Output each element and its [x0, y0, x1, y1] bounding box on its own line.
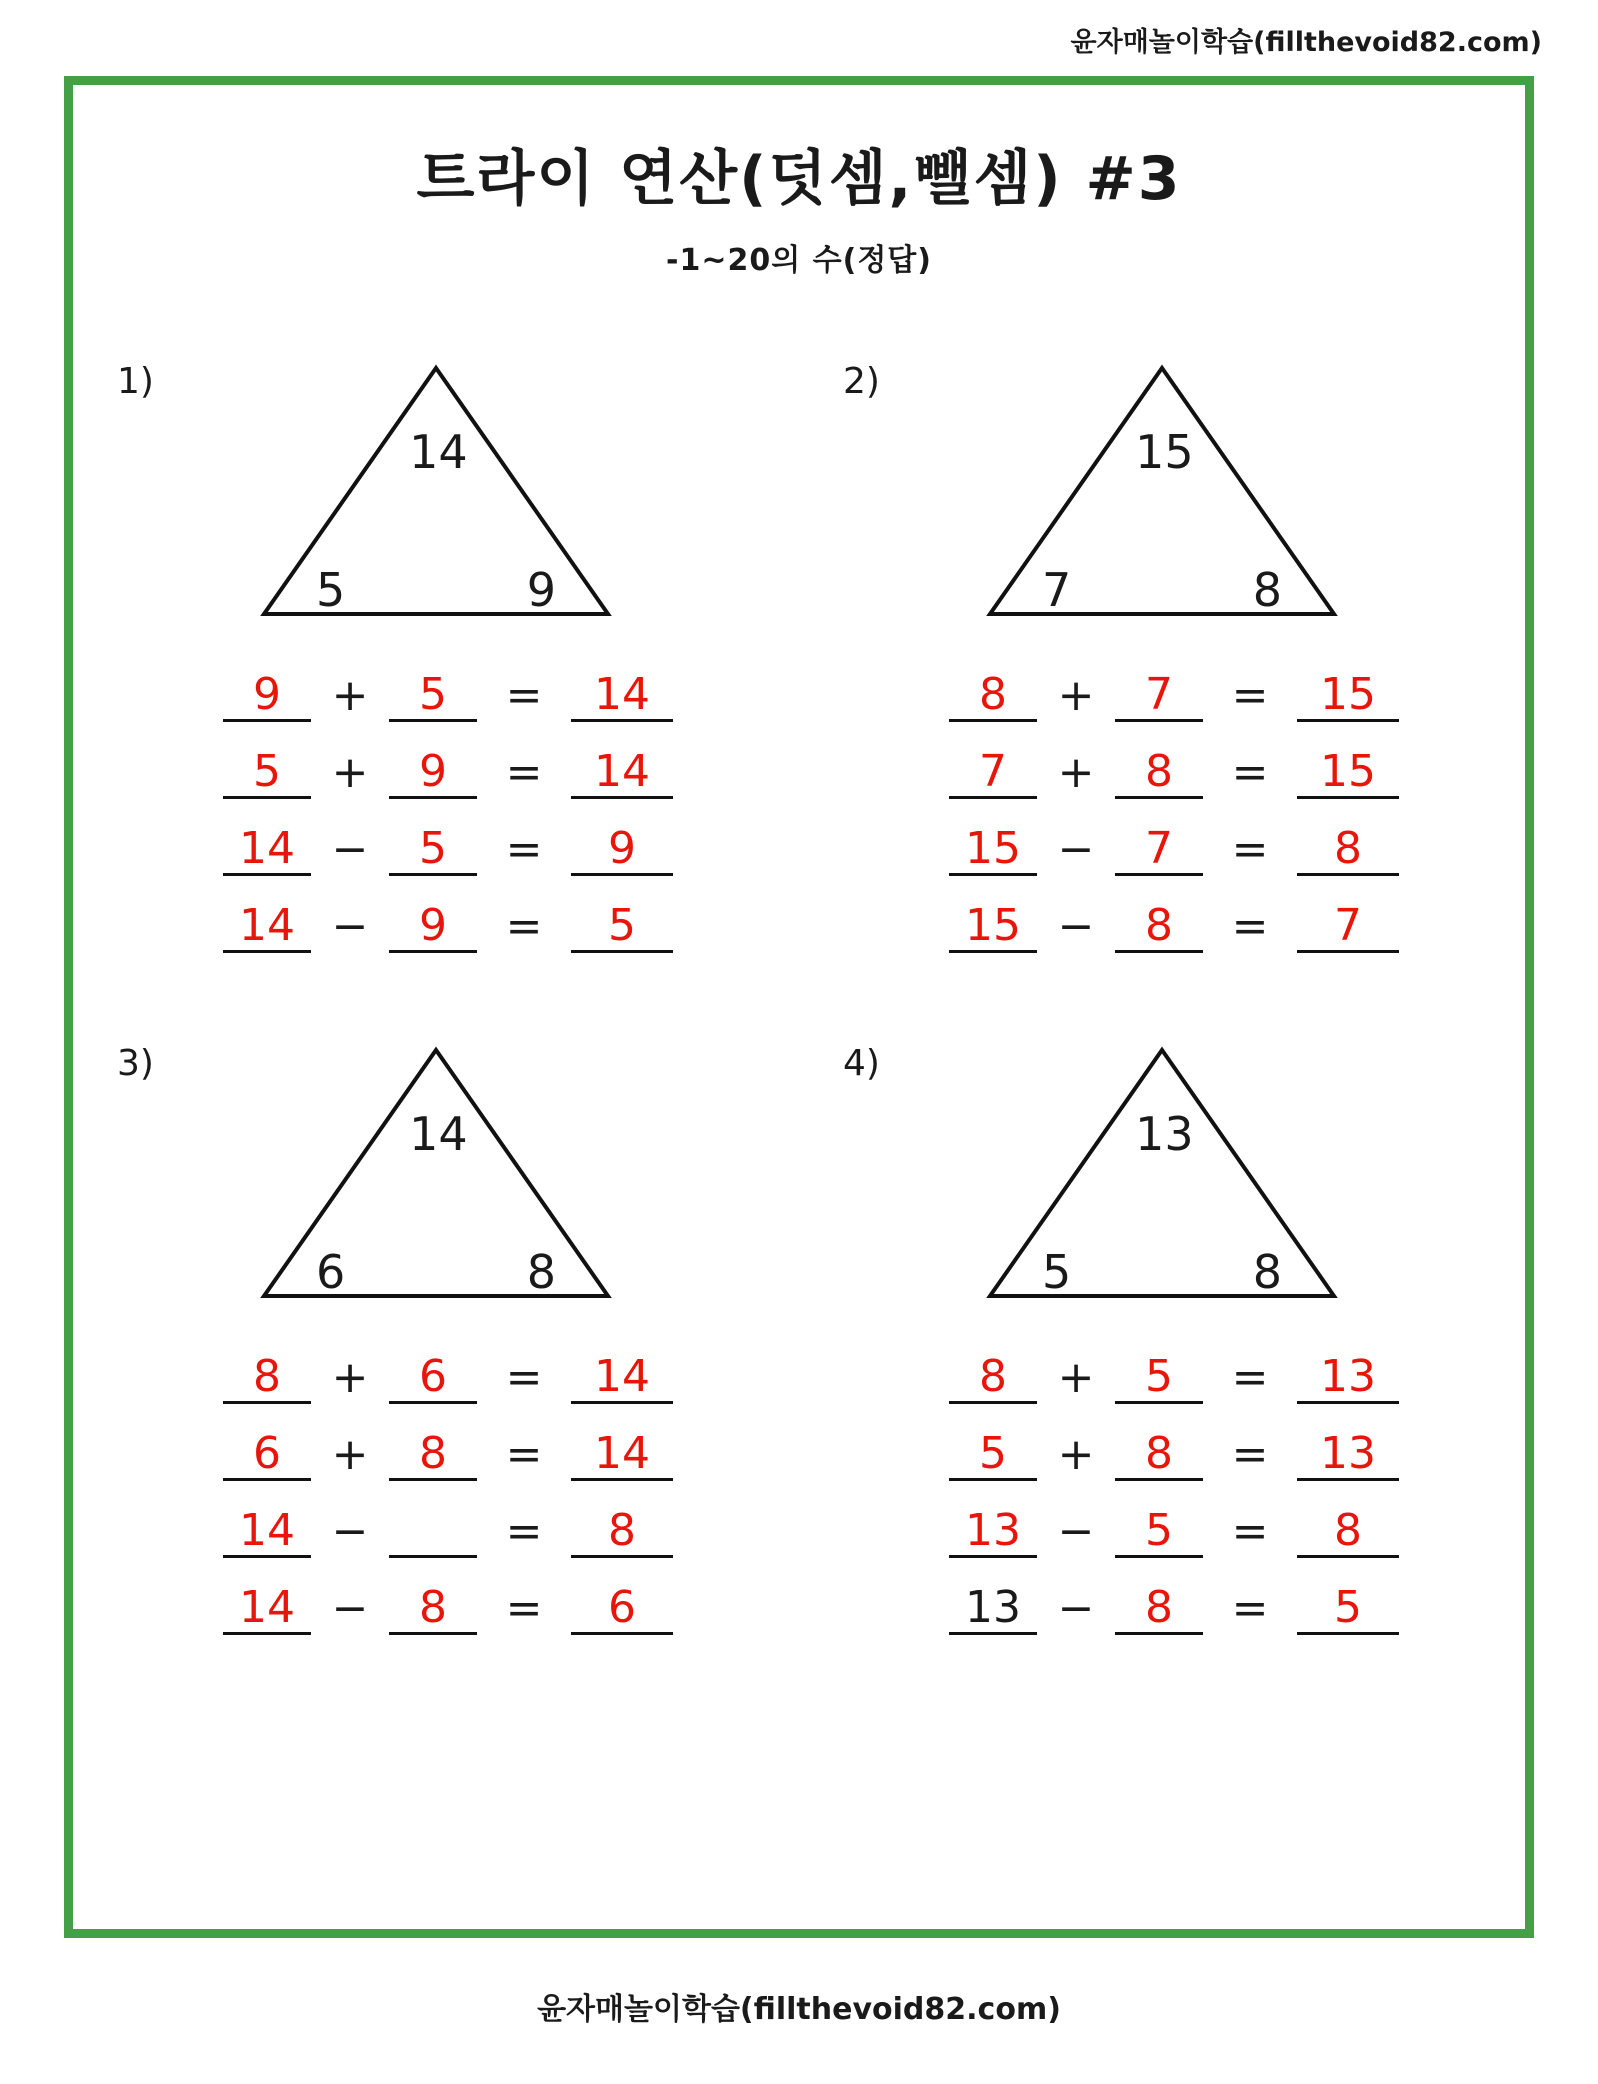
equals-sign: =	[1231, 900, 1269, 952]
triangle-left-number: 6	[316, 1245, 346, 1299]
result-blank: 8	[1297, 819, 1399, 876]
operator-sign: +	[331, 746, 369, 798]
equation-row	[223, 892, 799, 953]
first-operand-blank: 9	[223, 665, 311, 722]
equals-sign: =	[505, 823, 543, 875]
triangle-outline-icon	[986, 363, 1338, 619]
equals-sign: =	[505, 1351, 543, 1403]
equation-row	[223, 1343, 799, 1404]
triangle-left-number: 7	[1042, 563, 1072, 617]
triangle-outline-icon	[986, 1045, 1338, 1301]
equation-list	[949, 661, 1525, 953]
worksheet-frame	[64, 76, 1534, 1938]
triangle-top-number: 14	[409, 425, 468, 479]
equation-row	[949, 1574, 1525, 1635]
triangle-top-number: 13	[1135, 1107, 1194, 1161]
second-operand-blank: 9	[389, 742, 477, 799]
second-operand-blank: 8	[1115, 896, 1203, 953]
result-blank: 5	[1297, 1578, 1399, 1635]
equals-sign: =	[505, 900, 543, 952]
second-operand-blank: 8	[389, 1578, 477, 1635]
problem-block	[73, 345, 799, 969]
first-operand-blank: 8	[949, 1347, 1037, 1404]
triangle-right-number: 8	[1252, 563, 1282, 617]
equation-row	[223, 1574, 799, 1635]
first-operand-blank: 15	[949, 896, 1037, 953]
operator-sign: −	[331, 823, 369, 875]
problem-number-label: 3)	[117, 1043, 154, 1084]
result-blank: 14	[571, 1347, 673, 1404]
second-operand-blank: 8	[1115, 742, 1203, 799]
result-blank: 7	[1297, 896, 1399, 953]
equals-sign: =	[1231, 746, 1269, 798]
result-blank: 14	[571, 1424, 673, 1481]
result-blank: 14	[571, 742, 673, 799]
result-blank: 8	[1297, 1501, 1399, 1558]
problem-block	[799, 345, 1525, 969]
equation-list	[949, 1343, 1525, 1635]
second-operand-blank: 7	[1115, 665, 1203, 722]
triangle-left-number: 5	[316, 563, 346, 617]
equation-row	[223, 815, 799, 876]
equals-sign: =	[505, 1582, 543, 1634]
first-operand-blank: 6	[223, 1424, 311, 1481]
first-operand-blank: 8	[949, 665, 1037, 722]
second-operand-blank: 9	[389, 896, 477, 953]
equation-row	[949, 1497, 1525, 1558]
equals-sign: =	[505, 669, 543, 721]
triangle-outline-icon	[260, 1045, 612, 1301]
equals-sign: =	[1231, 823, 1269, 875]
first-operand-blank: 13	[949, 1578, 1037, 1635]
operator-sign: −	[1057, 900, 1095, 952]
problem-block	[73, 1027, 799, 1651]
equation-row	[949, 1343, 1525, 1404]
problem-block	[799, 1027, 1525, 1651]
equation-row	[949, 815, 1525, 876]
first-operand-blank: 8	[223, 1347, 311, 1404]
operator-sign: +	[1057, 1351, 1095, 1403]
result-blank: 6	[571, 1578, 673, 1635]
operator-sign: −	[1057, 1582, 1095, 1634]
equals-sign: =	[1231, 669, 1269, 721]
first-operand-blank: 14	[223, 819, 311, 876]
triangle-top-number: 15	[1135, 425, 1194, 479]
worksheet-title: 트라이 연산(덧셈,뺄셈) #3	[416, 144, 1182, 214]
equation-row	[949, 738, 1525, 799]
equals-sign: =	[505, 1428, 543, 1480]
equation-row	[949, 661, 1525, 722]
first-operand-blank: 14	[223, 1578, 311, 1635]
second-operand-blank: 8	[389, 1424, 477, 1481]
operator-sign: −	[1057, 1505, 1095, 1557]
result-blank: 13	[1297, 1424, 1399, 1481]
second-operand-blank: 6	[389, 1347, 477, 1404]
second-operand-blank: 5	[1115, 1501, 1203, 1558]
operator-sign: +	[331, 1351, 369, 1403]
triangle-left-number: 5	[1042, 1245, 1072, 1299]
problem-number-label: 4)	[843, 1043, 880, 1084]
second-operand-blank: 8	[1115, 1578, 1203, 1635]
second-operand-blank: 5	[1115, 1347, 1203, 1404]
operator-sign: +	[331, 1428, 369, 1480]
second-operand-blank: 5	[389, 665, 477, 722]
triangle-outline-icon	[260, 363, 612, 619]
operator-sign: +	[331, 669, 369, 721]
second-operand-blank: 8	[1115, 1424, 1203, 1481]
result-blank: 14	[571, 665, 673, 722]
first-operand-blank: 14	[223, 896, 311, 953]
result-blank: 15	[1297, 742, 1399, 799]
equation-row	[223, 661, 799, 722]
fact-family-triangle	[986, 363, 1338, 619]
triangle-right-number: 8	[1252, 1245, 1282, 1299]
equals-sign: =	[505, 1505, 543, 1557]
triangle-right-number: 9	[526, 563, 556, 617]
result-blank: 5	[571, 896, 673, 953]
result-blank: 15	[1297, 665, 1399, 722]
equation-row	[223, 1497, 799, 1558]
fact-family-triangle	[260, 363, 612, 619]
result-blank: 8	[571, 1501, 673, 1558]
second-operand-blank: 7	[1115, 819, 1203, 876]
triangle-top-number: 14	[409, 1107, 468, 1161]
operator-sign: −	[331, 900, 369, 952]
operator-sign: −	[1057, 823, 1095, 875]
first-operand-blank: 13	[949, 1501, 1037, 1558]
operator-sign: +	[1057, 746, 1095, 798]
equals-sign: =	[1231, 1582, 1269, 1634]
equation-list	[223, 661, 799, 953]
result-blank: 13	[1297, 1347, 1399, 1404]
problem-number-label: 2)	[843, 361, 880, 402]
equation-row	[223, 738, 799, 799]
operator-sign: −	[331, 1505, 369, 1557]
equation-list	[223, 1343, 799, 1635]
fact-family-triangle	[260, 1045, 612, 1301]
worksheet-subtitle: -1~20의 수(정답)	[666, 243, 932, 278]
second-operand-blank	[389, 1501, 477, 1558]
equation-row	[949, 892, 1525, 953]
operator-sign: +	[1057, 669, 1095, 721]
first-operand-blank: 7	[949, 742, 1037, 799]
first-operand-blank: 5	[949, 1424, 1037, 1481]
equals-sign: =	[1231, 1428, 1269, 1480]
triangle-right-number: 8	[526, 1245, 556, 1299]
equals-sign: =	[1231, 1505, 1269, 1557]
fact-family-triangle	[986, 1045, 1338, 1301]
operator-sign: −	[331, 1582, 369, 1634]
first-operand-blank: 14	[223, 1501, 311, 1558]
first-operand-blank: 15	[949, 819, 1037, 876]
second-operand-blank: 5	[389, 819, 477, 876]
result-blank: 9	[571, 819, 673, 876]
problem-number-label: 1)	[117, 361, 154, 402]
equation-row	[949, 1420, 1525, 1481]
first-operand-blank: 5	[223, 742, 311, 799]
equation-row	[223, 1420, 799, 1481]
site-credit-header: 윤자매놀이학습(fillthevoid82.com)	[1070, 27, 1542, 58]
site-credit-footer: 윤자매놀이학습(fillthevoid82.com)	[537, 1992, 1061, 2027]
equals-sign: =	[505, 746, 543, 798]
problems-grid	[73, 345, 1525, 1651]
equals-sign: =	[1231, 1351, 1269, 1403]
operator-sign: +	[1057, 1428, 1095, 1480]
